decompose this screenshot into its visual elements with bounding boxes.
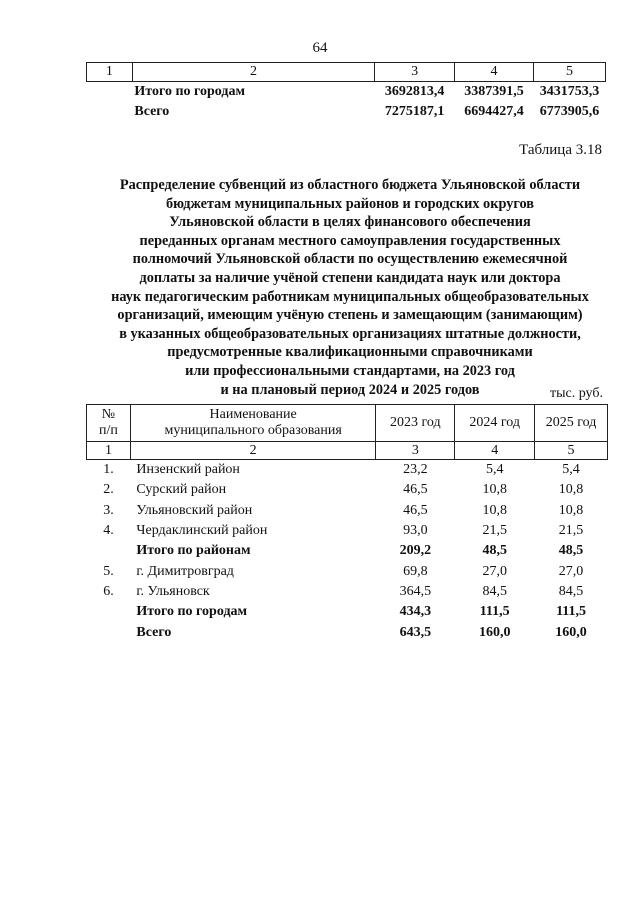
title-line: организаций, имеющим учёную степень и замещающим (занимающим) [117,307,583,324]
value-2025: 6773905,6 [539,104,600,119]
municipality-name: г. Димитровград [136,563,234,579]
value-2023: 7275187,1 [384,104,445,119]
municipality-name: Ульяновский район [136,502,253,518]
continued-table [86,62,606,122]
value-2025: 111,5 [556,604,587,620]
col-number-cell: 5 [535,442,608,460]
col-number-cell: 2 [132,63,374,82]
title-line: Ульяновской области в целях финансового обеспечения [169,214,531,231]
municipality-name: Итого по городам [136,604,248,620]
title-line: в указанных общеобразовательных организациях штатные должности, [119,325,581,342]
continued-table-header [87,63,606,82]
value-2025: 84,5 [558,583,584,599]
col-number-cell: 3 [376,442,455,460]
total-row [87,602,608,622]
table-label: Таблица 3.18 [519,142,602,158]
municipality-name: Всего [136,624,172,640]
table-row [87,582,608,602]
value-2024: 111,5 [479,604,510,620]
total-row [87,541,608,561]
column-numbers-row [87,442,608,460]
row-name: Всего [134,104,170,119]
table-row [87,102,606,122]
subsidy-table [86,404,608,643]
header-name: Наименование муниципального образования [130,405,376,442]
title-line: наук педагогическим работникам муниципальных общеобразовательных [111,288,589,305]
municipality-name: Итого по районам [136,543,251,559]
value-2023: 46,5 [403,502,428,518]
col-number-cell: 3 [375,63,455,82]
header-2024: 2024 год [455,405,535,442]
col-number-cell: 2 [130,442,376,460]
table-row [87,501,608,521]
col-number-cell: 1 [87,63,133,82]
value-2023: 3692813,4 [384,84,445,99]
title-line: бюджетам муниципальных районов и городских округов [165,195,535,212]
value-2024: 84,5 [482,583,507,599]
value-2024: 10,8 [482,482,507,498]
value-2023: 93,0 [403,523,428,539]
units-label: тыс. руб. [550,386,603,401]
value-2023: 46,5 [403,482,428,498]
header-2025: 2025 год [535,405,608,442]
value-2025: 27,0 [558,563,584,579]
municipality-name: Сурский район [136,482,227,498]
total-row [87,622,608,642]
row-number: 5. [103,563,114,579]
title-line: Распределение субвенций из областного бюджета Ульяновской области [119,177,581,193]
table-row [87,561,608,581]
value-2024: 5,4 [485,462,504,478]
value-2023: 643,5 [399,624,432,640]
title-line: и на плановый период 2024 и 2025 годов [220,381,480,398]
title-line: переданных органам местного самоуправления государственных [139,232,561,249]
municipality-name: г. Ульяновск [136,583,210,599]
table-row [87,480,608,500]
value-2023: 69,8 [403,563,428,579]
col-number-cell: 1 [87,442,131,460]
value-2024: 27,0 [482,563,507,579]
value-2023: 364,5 [399,583,432,599]
row-number: 4. [103,523,114,539]
municipality-name: Инзенский район [136,462,240,478]
value-2024: 3387391,5 [464,84,524,99]
value-2024: 48,5 [482,543,507,559]
row-number [87,541,131,561]
row-number: 3. [103,502,114,518]
table-row [87,460,608,481]
value-2023: 434,3 [399,604,432,620]
title-line: или профессиональными стандартами, на 2023 год [185,362,515,379]
col-number-cell: 4 [455,63,534,82]
value-2024: 21,5 [482,523,507,539]
value-2025: 10,8 [558,502,584,518]
value-2025: 160,0 [555,624,587,640]
table-row [87,82,606,103]
table-header [87,405,608,442]
value-2025: 48,5 [558,543,584,559]
value-2025: 10,8 [558,482,584,498]
header-2023: 2023 год [376,405,455,442]
value-2023: 209,2 [399,543,432,559]
row-number: 1. [103,462,114,478]
table-row [87,521,608,541]
value-2023: 23,2 [403,462,428,478]
value-2024: 10,8 [482,502,507,518]
value-2025: 21,5 [558,523,584,539]
row-name: Итого по городам [134,84,246,99]
col-number-cell: 4 [455,442,535,460]
row-number: 6. [103,583,114,599]
col-number-cell: 5 [534,63,606,82]
title-line: полномочий Ульяновской области по осуществлению ежемесячной [132,251,568,268]
document-title [60,176,640,399]
header-number: № п/п [87,405,131,442]
value-2025: 3431753,3 [539,84,600,99]
title-line: доплаты за наличие учёной степени кандидата наук или доктора [139,269,561,286]
value-2024: 6694427,4 [464,104,524,119]
value-2024: 160,0 [478,624,511,640]
row-number: 2. [103,482,114,498]
row-number [87,622,131,642]
title-line: предусмотренные квалификационными справочниками [167,344,533,361]
value-2025: 5,4 [562,462,580,478]
row-number [87,602,131,622]
municipality-name: Чердаклинский район [136,523,268,539]
page-number: 64 [312,40,328,56]
